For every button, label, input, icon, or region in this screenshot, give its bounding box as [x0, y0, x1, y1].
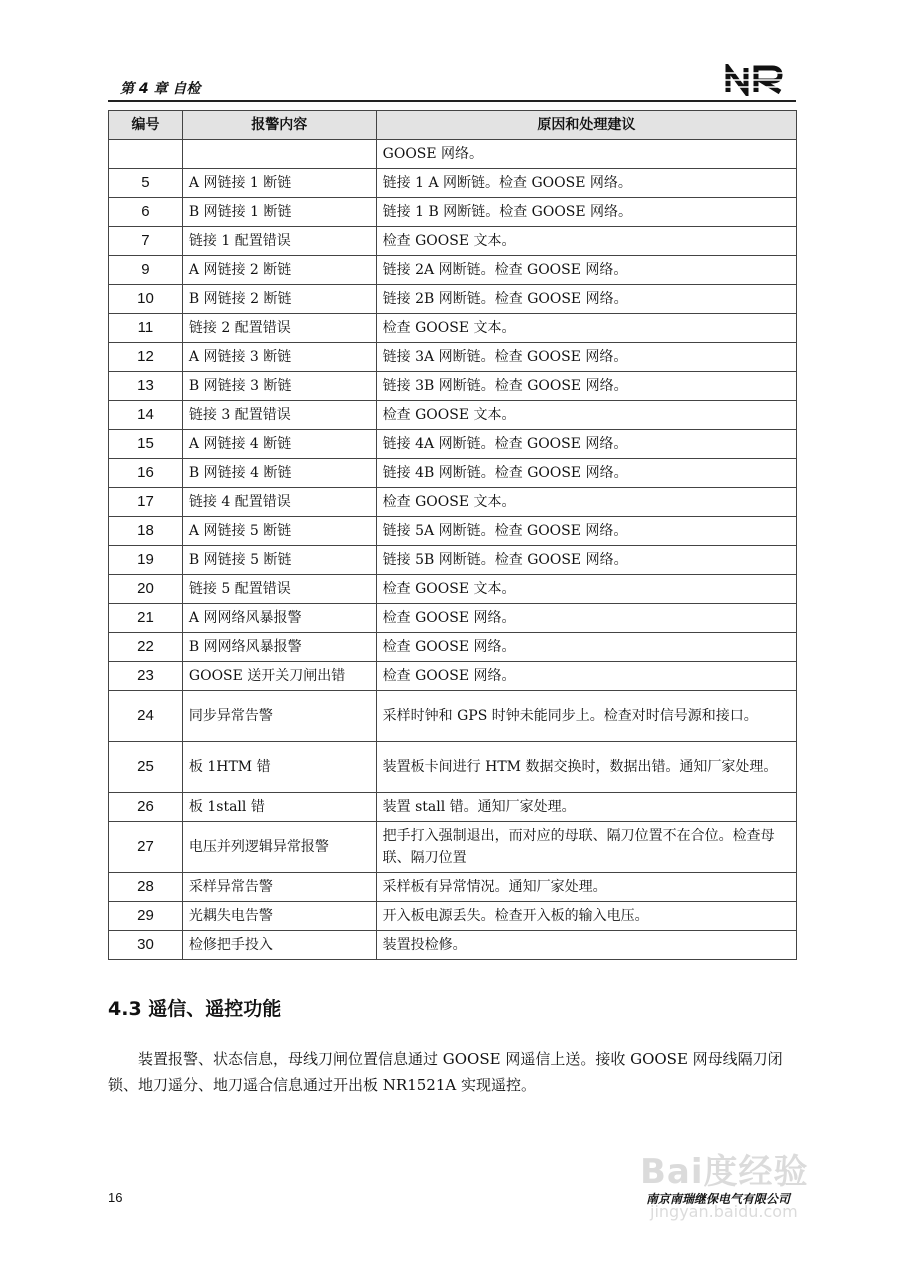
- table-row: [109, 873, 797, 902]
- cell-alarm-content: B 网链接 4 断链: [182, 459, 376, 488]
- company-name: 南京南瑞继保电气有限公司: [646, 1192, 791, 1206]
- cell-number: 15: [109, 430, 183, 459]
- cell-number: 24: [109, 691, 183, 742]
- chapter-title: 第 4 章 自检: [120, 81, 201, 97]
- cell-number: [109, 140, 183, 169]
- cell-alarm-content: 链接 2 配置错误: [182, 314, 376, 343]
- table-row: [109, 633, 797, 662]
- cell-number: 12: [109, 343, 183, 372]
- table-row: [109, 227, 797, 256]
- baidu-watermark: [640, 1140, 840, 1220]
- cell-alarm-content: 电压并列逻辑异常报警: [182, 822, 376, 873]
- table-row: [109, 742, 797, 793]
- cell-number: 27: [109, 822, 183, 873]
- cell-advice: 链接 1 A 网断链。检查 GOOSE 网络。: [376, 169, 796, 198]
- table-row: [109, 488, 797, 517]
- cell-number: 21: [109, 604, 183, 633]
- table-row: [109, 604, 797, 633]
- cell-alarm-content: [182, 140, 376, 169]
- cell-advice: 链接 4A 网断链。检查 GOOSE 网络。: [376, 430, 796, 459]
- cell-advice: 检查 GOOSE 网络。: [376, 604, 796, 633]
- cell-number: 18: [109, 517, 183, 546]
- cell-advice: 链接 5B 网断链。检查 GOOSE 网络。: [376, 546, 796, 575]
- cell-alarm-content: B 网链接 3 断链: [182, 372, 376, 401]
- cell-advice: 链接 2A 网断链。检查 GOOSE 网络。: [376, 256, 796, 285]
- cell-number: 14: [109, 401, 183, 430]
- cell-advice: 链接 1 B 网断链。检查 GOOSE 网络。: [376, 198, 796, 227]
- cell-number: 28: [109, 873, 183, 902]
- watermark-url: jingyan.baidu.com: [650, 1202, 798, 1221]
- table-row: [109, 343, 797, 372]
- table-row: [109, 198, 797, 227]
- table-row: [109, 822, 797, 873]
- cell-advice: 检查 GOOSE 网络。: [376, 633, 796, 662]
- cell-alarm-content: 链接 3 配置错误: [182, 401, 376, 430]
- cell-number: 20: [109, 575, 183, 604]
- cell-number: 16: [109, 459, 183, 488]
- cell-advice: 检查 GOOSE 文本。: [376, 314, 796, 343]
- table-row: [109, 285, 797, 314]
- cell-number: 6: [109, 198, 183, 227]
- cell-advice: 链接 5A 网断链。检查 GOOSE 网络。: [376, 517, 796, 546]
- table-row: [109, 902, 797, 931]
- cell-advice: 装置 stall 错。通知厂家处理。: [376, 793, 796, 822]
- table-row: [109, 691, 797, 742]
- table-row: [109, 575, 797, 604]
- table-row: [109, 546, 797, 575]
- cell-alarm-content: A 网链接 4 断链: [182, 430, 376, 459]
- cell-number: 9: [109, 256, 183, 285]
- cell-number: 29: [109, 902, 183, 931]
- cell-alarm-content: 同步异常告警: [182, 691, 376, 742]
- table-row: [109, 517, 797, 546]
- column-header-content: 报警内容: [182, 111, 376, 140]
- cell-advice: 检查 GOOSE 文本。: [376, 227, 796, 256]
- table-row: [109, 401, 797, 430]
- cell-number: 22: [109, 633, 183, 662]
- cell-alarm-content: 光耦失电告警: [182, 902, 376, 931]
- table-row: [109, 140, 797, 169]
- cell-advice: 开入板电源丢失。检查开入板的输入电压。: [376, 902, 796, 931]
- cell-alarm-content: A 网网络风暴报警: [182, 604, 376, 633]
- cell-alarm-content: A 网链接 5 断链: [182, 517, 376, 546]
- cell-advice: 检查 GOOSE 文本。: [376, 575, 796, 604]
- cell-alarm-content: A 网链接 3 断链: [182, 343, 376, 372]
- section-paragraph: 装置报警、状态信息，母线刀闸位置信息通过 GOOSE 网遥信上送。接收 GOOSE 网母线隔刀闭锁、地刀遥分、地刀遥合信息通过开出板 NR1521A 实现遥控。: [108, 1050, 783, 1094]
- cell-advice: 采样时钟和 GPS 时钟未能同步上。检查对时信号源和接口。: [376, 691, 796, 742]
- cell-number: 26: [109, 793, 183, 822]
- cell-alarm-content: 板 1stall 错: [182, 793, 376, 822]
- cell-alarm-content: B 网链接 2 断链: [182, 285, 376, 314]
- cell-advice: 链接 3B 网断链。检查 GOOSE 网络。: [376, 372, 796, 401]
- cell-alarm-content: 链接 4 配置错误: [182, 488, 376, 517]
- table-row: [109, 314, 797, 343]
- alarm-table-body: [109, 140, 797, 960]
- page-header: [108, 64, 796, 102]
- cell-number: 5: [109, 169, 183, 198]
- column-header-number: 编号: [109, 111, 183, 140]
- cell-number: 11: [109, 314, 183, 343]
- nr-logo-icon: [722, 64, 786, 96]
- cell-number: 7: [109, 227, 183, 256]
- watermark-text: Bai度经验: [640, 1152, 809, 1192]
- table-row: [109, 459, 797, 488]
- cell-alarm-content: GOOSE 送开关刀闸出错: [182, 662, 376, 691]
- table-header-row: [109, 111, 797, 140]
- table-row: [109, 931, 797, 960]
- cell-number: 13: [109, 372, 183, 401]
- table-row: [109, 793, 797, 822]
- cell-advice: 采样板有异常情况。通知厂家处理。: [376, 873, 796, 902]
- page-number: 16: [108, 1190, 123, 1205]
- cell-alarm-content: B 网网络风暴报警: [182, 633, 376, 662]
- cell-number: 25: [109, 742, 183, 793]
- cell-number: 10: [109, 285, 183, 314]
- cell-advice: GOOSE 网络。: [376, 140, 796, 169]
- cell-advice: 检查 GOOSE 文本。: [376, 488, 796, 517]
- cell-number: 17: [109, 488, 183, 517]
- cell-advice: 装置板卡间进行 HTM 数据交换时，数据出错。通知厂家处理。: [376, 742, 796, 793]
- cell-alarm-content: 检修把手投入: [182, 931, 376, 960]
- cell-advice: 链接 2B 网断链。检查 GOOSE 网络。: [376, 285, 796, 314]
- cell-alarm-content: A 网链接 2 断链: [182, 256, 376, 285]
- section-title: 4.3 遥信、遥控功能: [108, 998, 282, 1020]
- table-row: [109, 169, 797, 198]
- cell-number: 19: [109, 546, 183, 575]
- cell-alarm-content: 采样异常告警: [182, 873, 376, 902]
- cell-alarm-content: B 网链接 1 断链: [182, 198, 376, 227]
- cell-advice: 检查 GOOSE 网络。: [376, 662, 796, 691]
- cell-number: 23: [109, 662, 183, 691]
- cell-number: 30: [109, 931, 183, 960]
- cell-advice: 链接 3A 网断链。检查 GOOSE 网络。: [376, 343, 796, 372]
- table-row: [109, 662, 797, 691]
- cell-alarm-content: A 网链接 1 断链: [182, 169, 376, 198]
- cell-advice: 把手打入强制退出，而对应的母联、隔刀位置不在合位。检查母联、隔刀位置: [376, 822, 796, 873]
- cell-alarm-content: 链接 5 配置错误: [182, 575, 376, 604]
- cell-alarm-content: 板 1HTM 错: [182, 742, 376, 793]
- cell-advice: 装置投检修。: [376, 931, 796, 960]
- cell-alarm-content: 链接 1 配置错误: [182, 227, 376, 256]
- cell-alarm-content: B 网链接 5 断链: [182, 546, 376, 575]
- cell-advice: 检查 GOOSE 文本。: [376, 401, 796, 430]
- table-row: [109, 430, 797, 459]
- cell-advice: 链接 4B 网断链。检查 GOOSE 网络。: [376, 459, 796, 488]
- alarm-table: [108, 110, 797, 960]
- table-row: [109, 256, 797, 285]
- column-header-advice: 原因和处理建议: [376, 111, 796, 140]
- table-row: [109, 372, 797, 401]
